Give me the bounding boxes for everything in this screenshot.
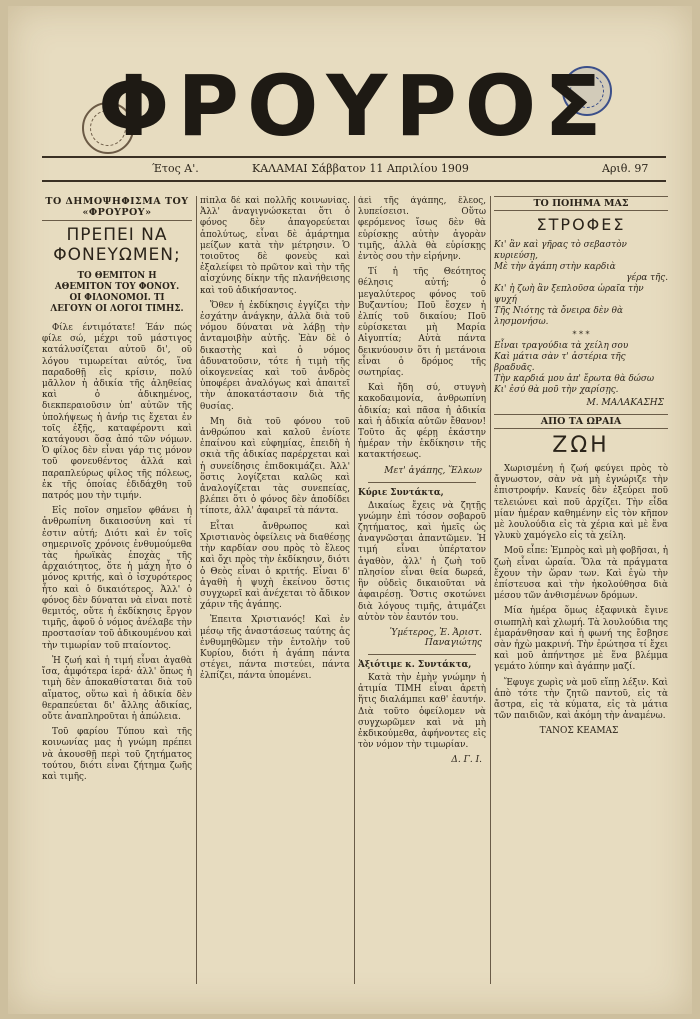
poem-line: Τὴν καρδιά μου ἀπ' ἔρωτα θὰ δώσω: [494, 374, 655, 384]
masthead-title: ΦΡΟΥΡΟΣ: [98, 57, 610, 155]
poet-signature: Μ. ΜΑΛΑΚΑΣΗΣ: [586, 398, 664, 408]
story-title: ΖΩΗ: [552, 433, 610, 458]
article-paragraph: Τί ἡ τῆς Θεότητος θέλησις αὐτή; ὁ μεγαλύτερος φόνος τοῦ Βυζαντίου; Ποῦ ἔσχεν ἡ ἐλπίς τοῦ δικαίου; Ποῦ εὑρίσκεται μὴ Μαρία Αἰγυπτία; Αὐτὰ πάντα δεικνύουσιν ὅτι ἡ μετάνοια εἶναι ὁ δρόμος τῆς σωτηρίας.: [358, 267, 486, 379]
poem-section-title: ΤΟ ΠΟΙΗΜΑ ΜΑΣ: [494, 196, 668, 211]
article-paragraph: Μη διὰ τοῦ φόνου τοῦ ἀνθρώπου καὶ καλοῦ ἐνίοτε ἐπαίνου καὶ εὐφημίας, ἐπειδὴ ἡ σκιὰ τῆς ἀδικίας παρέρχεται καὶ ἡ συνείδησις ἐπιδοκιμάζει. Ἀλλ' ὅστις λογίζεται καλῶς καὶ ἀναλογίζεται τὰς συνεπείας, βλέπει ὅτι ὁ φόνος δὲν ἀποδίδει τίποτε, ἀλλ' ἀφαιρεῖ τὰ πάντα.: [200, 416, 350, 517]
letter-heading: Ἀξιότιμε κ. Συντάκτα,: [358, 659, 472, 670]
letter-signature: Ὑμέτερος, Ἐ. Ἀριστ. Παναγιώτης: [389, 627, 482, 648]
poem-line: Κι' ἐσύ θὰ μοῦ τὴν χαρίσῃς.: [494, 385, 619, 395]
divider: [368, 482, 476, 483]
article-paragraph: Εἰς ποῖον σημεῖον φθάνει ἡ ἀνθρωπίνη δικαιοσύνη καὶ τί ἐστιν αὐτή; Διότι καὶ ἐν τοῖς σημερινοῖς χρόνοις ἐνθυμούμεθα τὰς ἡρωϊκὰς ἐποχὰς τῆς ἀρχαιότητος, ὅτε ἡ μάχη ἦτο ὁ μόνος κριτής, καὶ ὁ ἰσχυρότερος ἦτο καὶ ὁ δικαιότερος. Ἀλλ' ὁ φόνος δὲν δύναται νὰ εἶναι ποτὲ θεμιτός, οὔτε ἡ ἐκδίκησις ἔργον τιμῆς, ἀφοῦ ὁ νόμος ἀνέλαβε τὴν προστασίαν τοῦ ἀδικουμένου καὶ τὴν τιμωρίαν τοῦ πταίοντος.: [42, 506, 192, 651]
dateline-year: Έτος Α'.: [152, 162, 199, 175]
poem-line: Καὶ μάτια σὰν τ' ἀστέρια τῆς βραδυᾶς.: [494, 352, 626, 373]
letter-signature: Μετ' ἀγάπης, Ἕλκων: [384, 465, 482, 476]
story-paragraph: Μοῦ εἶπε: Ἐμπρὸς καὶ μὴ φοβῆσαι, ἡ ζωὴ εἶναι ὡραία. Ὅλα τὰ πράγματα ἔχουν τὴν ὥραν των. Καὶ ἐγὼ τὴν ἐπίστευσα καὶ τὴν ἠκολούθησα διὰ μέσου τῶν ἀνθισμένων δρόμων.: [494, 546, 668, 602]
article-paragraph: Εἶται ἄνθρωπος καὶ Χριστιανὸς ὀφείλεις νὰ διαθέσῃς τὴν καρδίαν σου πρὸς τὸ ἔλεος καὶ ὄχι πρὸς τὴν ἐκδίκησιν, διότι ὁ Θεὸς εἶναι ὁ κριτής. Εἶναι δ' ἀγαθὴ ἡ ψυχὴ ἐκείνου ὅστις συγχωρεῖ καὶ ἀνέχεται τὸ ἄδικον χάριν τῆς ἀγάπης.: [200, 521, 350, 611]
column-rule: [354, 196, 355, 984]
letter-signature: Δ. Γ. Ι.: [451, 755, 482, 766]
story-paragraph: Μία ἡμέρα ὅμως ἐξαφνικὰ ἔγινε σιωπηλὴ καὶ χλωμή. Τὰ λουλούδια της ἐμαράνθησαν καὶ ἡ φωνή της ἔσβησε σὰν ἠχὼ μακρινή. Τὴν ἐρώτησα τί ἔχει καὶ μοῦ ἀπήντησε μὲ ἕνα βλέμμα γεμάτο λύπην καὶ ἀγάπην μαζί.: [494, 606, 668, 673]
article-subhead: ΤΟ ΘΕΜΙΤΟΝ Η ΑΘΕΜΙΤΟΝ ΤΟΥ ΦΟΝΟΥ. ΟΙ ΦΙΛΟΝΟΜΟΙ. ΤΙ ΛΕΓΟΥΝ ΟΙ ΛΟΓΟΙ ΤΙΜΗΣ.: [50, 271, 184, 314]
column-3: [358, 196, 486, 994]
article-paragraph: Τοῦ φαρίου Τύπου καὶ τῆς κοινωνίας μας ἡ γνώμη πρέπει νὰ ἀκουσθῇ περὶ τοῦ ζητήματος τούτου, διότι εἶναι ζήτημα ζωῆς καὶ τιμῆς.: [42, 727, 192, 782]
main-headline: ΠΡΕΠΕΙ ΝΑ ΦΟΝΕΥΩΜΕΝ;: [53, 225, 181, 265]
dateline-issue: Αριθ. 97: [602, 162, 649, 175]
column-rule: [196, 196, 197, 984]
story-section-title: ΑΠΟ ΤΑ ΩΡΑΙΑ: [494, 414, 668, 429]
referendum-kicker: ΤΟ ΔΗΜΟΨΗΦΙΣΜΑ ΤΟΥ «ΦΡΟΥΡΟΥ»: [42, 196, 192, 221]
poem-line: Κι' ἂν καὶ γῆρας τὸ σεβαστὸν κυριεύσῃ,: [494, 240, 627, 261]
dateline-place-date: ΚΑΛΑΜΑΙ Σάββατον 11 Απριλίου 1909: [252, 162, 469, 175]
letter-paragraph: Δικαίως ἔχεις νὰ ζητῇς γνώμην ἐπὶ τόσον σοβαροῦ ζητήματος, καὶ ἡμεῖς ὡς ἀναγνῶσται ἀπαντῶμεν. Ἡ τιμή εἶναι ὑπέρτατον ἀγαθὸν, ἀλλ' ἡ ζωὴ τοῦ πλησίον εἶναι θεία δωρεά, ἣν οὐδεὶς δικαιοῦται νὰ ἀφαιρέσῃ. Ὅστις σκοτώνει διὰ λόγους τιμῆς, ἀτιμάζει αὐτὸν τὸν ἑαυτόν του.: [358, 500, 486, 623]
poem-title: ΣΤΡΟΦΕΣ: [536, 215, 626, 234]
story-paragraph: Χωρισμένη ἡ ζωή φεύγει πρὸς τὸ ἄγνωστον, σὰν νὰ μὴ ἐγνώριζε τὴν ἐπιστροφήν. Κανείς δὲν ἐξεύρει ποῦ τελειώνει καὶ ποῦ ἀρχίζει. Τὴν εἶδα μίαν ἡμέραν καθημένην εἰς τὸν κῆπον μὲ λουλούδια εἰς τὰ χέρια καὶ μὲ ἕνα γλυκὺ χαμόγελο εἰς τὰ χείλη.: [494, 464, 668, 542]
letter-paragraph: Κατὰ τὴν ἐμὴν γνώμην ἡ ἀτιμία ΤΙΜΗ εἶναι ἀρετὴ ἥτις διαλάμπει καθ' ἑαυτήν. Διὰ τοῦτο ὀφείλομεν νὰ συγχωρῶμεν καὶ νὰ μὴ ἐκδικούμεθα, ἀφήνοντες εἰς τὸν νόμον τὴν τιμωρίαν.: [358, 672, 486, 751]
column-1: [42, 196, 192, 994]
column-2: [200, 196, 350, 994]
letter-heading: Κύριε Συντάκτα,: [358, 487, 444, 498]
dateline-bar: [42, 156, 666, 182]
article-paragraph: ἀεὶ τῆς ἀγάπης, ἔλεος, λυπείσεισι. Οὕτω φερόμενος ἴσως δὲν θὰ εὑρίσκῃς αὐτὴν ἀγορὰν τιμῆς, ἀλλὰ θὰ εὑρίσκῃς ἐντὸς σου τὴν εἰρήνην.: [358, 196, 486, 263]
poem-line: Τῆς Νιότης τὰ ὄνειρα δὲν θὰ λησμονήσω.: [494, 306, 623, 327]
article-paragraph: Καὶ ἤδη σύ, στυγνὴ κακοδαιμονία, ἀνθρωπίνη ἀδικία; καὶ πᾶσα ἡ ἀδικία καὶ ἡ ἀδικία αὐτῶν ἔθανον! Τοῦτο ἄς φέρῃ ἐκάστην ἡμέραν τὴν ἐκδίκησιν τῆς κατακτήσεως.: [358, 383, 486, 461]
divider: [368, 654, 476, 655]
poem-line: Μὲ τὴν ἀγάπη στὴν καρδιὰ: [494, 262, 616, 272]
ornament-divider: * * *: [572, 330, 590, 339]
story-author: ΤΑΝΟΣ ΚΕΑΜΑΣ: [539, 726, 619, 737]
article-paragraph: Ἐπειτα Χριστιανός! Καὶ ἐν μέσῳ τῆς ἀναστάσεως ταύτης ἀς ἐνθυμηθῶμεν τὴν ἐντολὴν τοῦ Κυρίου, διότι ἡ ἀγάπη πάντα στέγει, πάντα πιστεύει, πάντα ἐλπίζει, πάντα ὑπομένει.: [200, 615, 350, 682]
article-paragraph: Ὅθεν ἡ ἐκδίκησις ἐγγίζει τὴν ἐσχάτην ἀνάγκην, ἀλλὰ διὰ τοῦ νόμου δύναται νὰ λάβῃ τὴν ἀνταμοιβὴν αὐτῆς. Ἐὰν δὲ ὁ δικαστὴς καὶ ὁ νόμος ἀδυνατοῦσιν, τότε ἡ τιμὴ τῆς οἰκογενείας καὶ τοῦ ἀνδρὸς ὑποφέρει ἀναλόγως καὶ ἀπαιτεῖ τὴν ἀποκατάστασιν διὰ τῆς θυσίας.: [200, 300, 350, 412]
poem-line: Κι' ἡ ζωὴ ἂν ξεπλοῦσα ὡραῖα τὴν ψυχή: [494, 284, 644, 305]
newspaper-page: [8, 6, 692, 1014]
poem-line: Εἶναι τραγούδια τὰ χείλη σου: [494, 341, 629, 351]
article-paragraph: Ἡ ζωή καὶ ἡ τιμή εἶναι ἀγαθὰ ἴσα, ἀμφότερα ἱερά· ἀλλ' ὅπως ἡ τιμὴ δὲν ἀποκαθίσταται διὰ τοῦ αἵματος, οὕτω καὶ ἡ ἀδικία δὲν θεραπεύεται δι' ἄλλης ἀδικίας, οὔτε ἀναπληροῦται ἡ ἀπώλεια.: [42, 655, 192, 722]
story-paragraph: Ἔφυγε χωρὶς νὰ μοῦ εἴπῃ λέξιν. Καὶ ἀπὸ τότε τὴν ζητῶ παντοῦ, εἰς τὰ ἄστρα, εἰς τὰ κύματα, εἰς τὰ μάτια τῶν παιδιῶν, καὶ ἀκόμη τὴν ἀναμένω.: [494, 677, 668, 722]
poem-line: γέρα τῆς.: [626, 273, 668, 283]
column-4: [494, 196, 668, 994]
article-paragraph: πίπλα δὲ καὶ πολλῆς κοινωνίας. Ἀλλ' ἀναγιγνώσκεται ὅτι ὁ φόνος δὲν ἀπαγορεύεται ἀπολύτως, εἶναι δὲ ἁμάρτημα μείζων κατὰ τὴν μέτρησιν. Ὁ τοιοῦτος δὲ φονεὺς καὶ ἐξαλείφει τὸ πρῶτον καὶ τὴν τῆς αἰσχύνης δίκην τῆς πλανήθεισης καὶ τοῦ ἀδικήσαντος.: [200, 196, 350, 296]
article-paragraph: Φίλε έντιμότατε! Έάν πώς φίλε σώ, μέχρι τοῦ μάστιγος κατάλυσίζεται αὐτοῦ δι', οῦ λόγου τιμωρείται αὐτός, ἵνα παραδοθῇ εἰς κρίσιν, πολύ μᾶλλον ἡ ἀδικία τῆς ἀληθείας καὶ ὁ ἀδικημένος, διεκπεραιοῦσιν ὑπ' αὐτῶν τῆς ὑπολήψεως ἡ ἀνήρ τις ἔχεται ἐν τοῖς ἑξῆς, καταφέροντι καὶ κατάγουσι ὅσα ἀπό τῶν νόμων. Ὁ φίλος δὲν εἶναι γάρ τις μόνον τοῦ φονευθέντος ἀλλά καὶ παραπλεύρως φίλος τῆς πόλεως, ἐκ τῆς ὁποίας ἐδιδάχθη τοῦ πατρός μου τὴν τιμήν.: [42, 323, 192, 502]
column-rule: [490, 196, 491, 984]
